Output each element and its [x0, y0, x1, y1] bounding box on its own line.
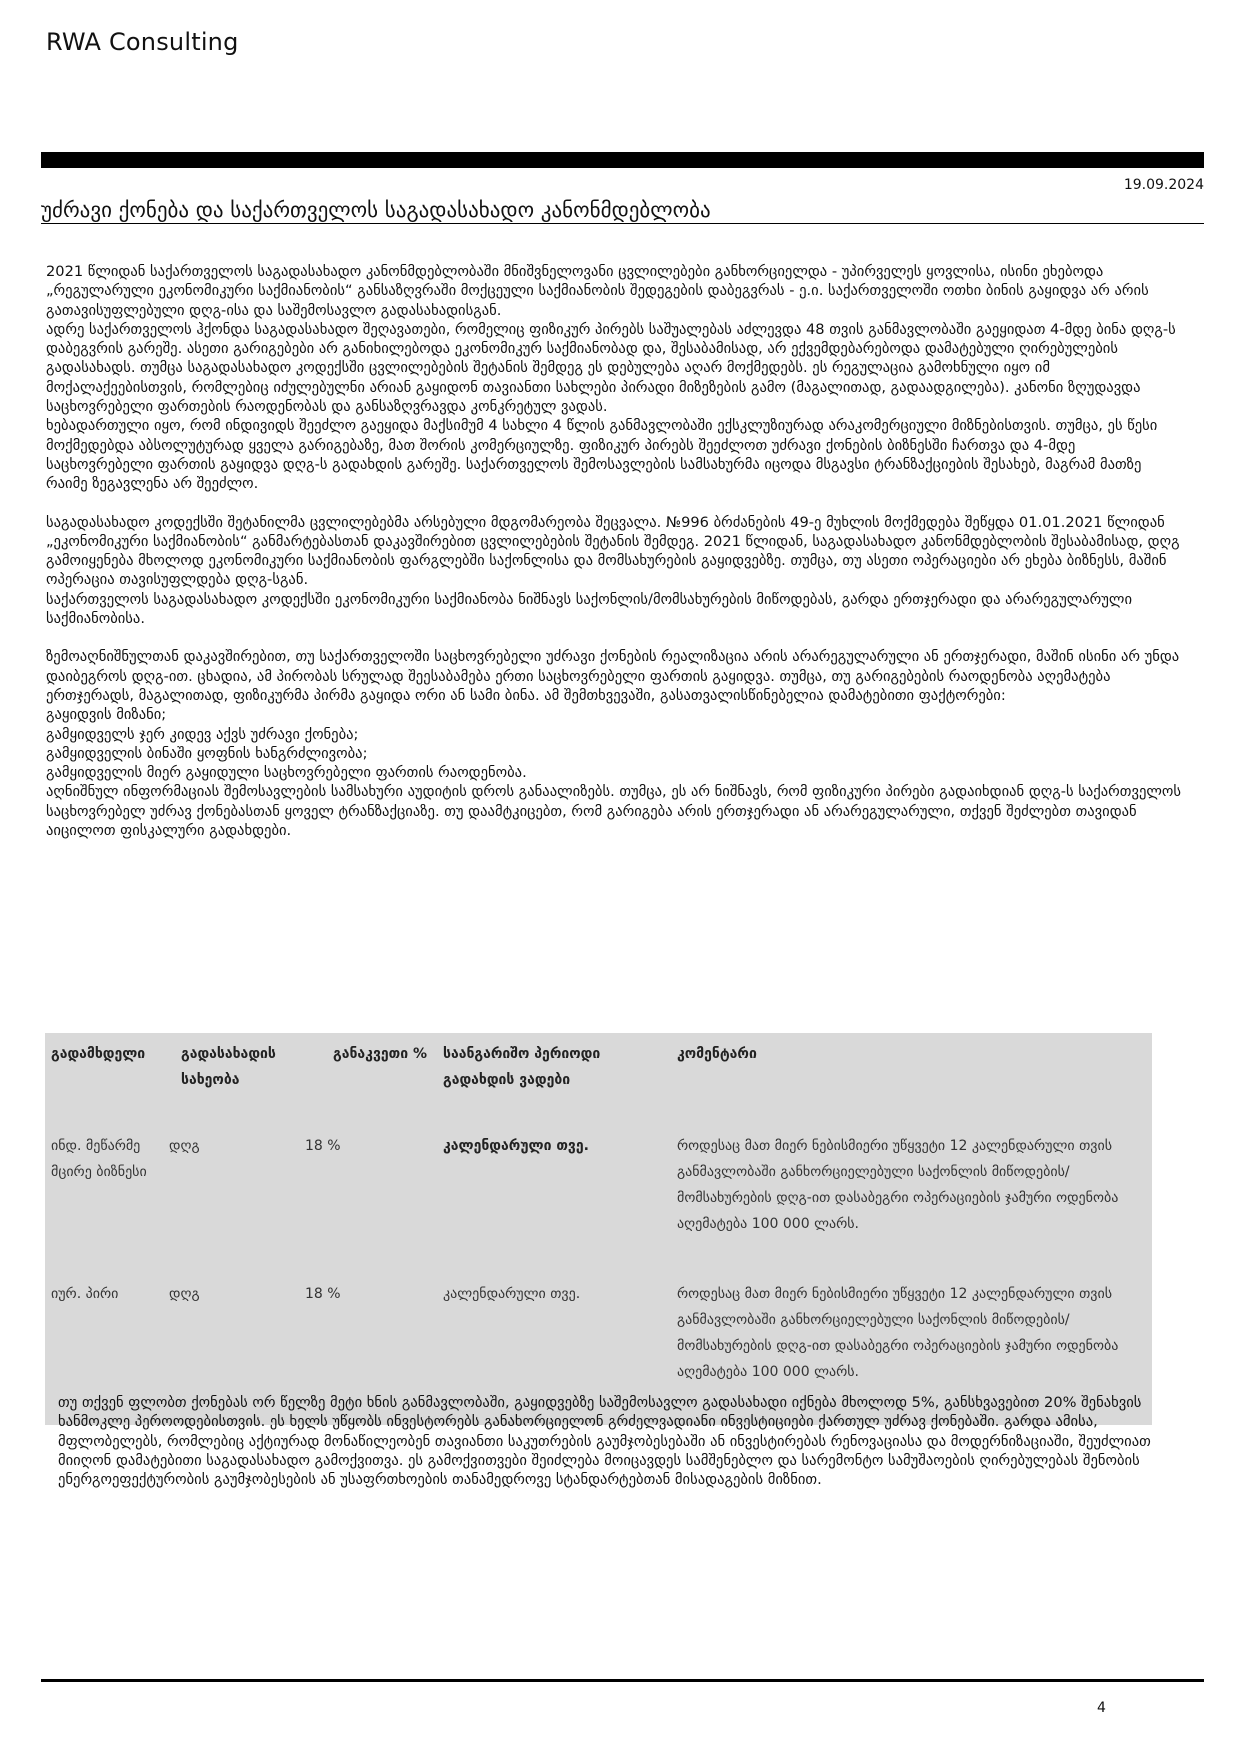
cell-tax-type: დღგ [169, 1286, 200, 1302]
cell-payer: ინდ. მეწარმე მცირე ბიზნესი [51, 1138, 147, 1180]
cell-period: კალენდარული თვე. [443, 1138, 589, 1154]
header-rate: განაკვეთი % [333, 1046, 427, 1062]
paragraph-gap [46, 628, 1186, 647]
cell-comment: როდესაც მათ მიერ ნებისმიერი უწყვეტი 12 კალენდარული თვის განმავლობაში განხორციელებული საქონლის მიწოდების/მომსახურების დღგ-ით დასაბეგრი ოპერაციების ჯამური ოდენობა აღემატება 100 000 ლარს. [677, 1286, 1119, 1380]
cell-period: კალენდარული თვე. [443, 1286, 581, 1302]
table-row [45, 1121, 1152, 1267]
company-brand: RWA Consulting [46, 28, 239, 56]
paragraph: ზემოაღნიშნულთან დაკავშირებით, თუ საქართველოში საცხოვრებელი უძრავი ქონების რეალიზაცია არის არარეგულარული ან ერთჯერადი, მაშინ ისინი არ უნდა დაიბეგროს დღგ-ით. ცხადია, ამ პირობას სრულად შეესაბამება ერთი საცხოვრებელი ფართის გაყიდვა. თუმცა, თუ გარიგებების რაოდენობა აღემატება ერთჯერადს, მაგალითად, ფიზიკურმა პირმა გაყიდა ორი ან სამი ბინა. ამ შემთხვევაში, გასათვალისწინებელია დამატებითი ფაქტორები: [46, 648, 1180, 704]
cell-comment: როდესაც მათ მიერ ნებისმიერი უწყვეტი 12 კალენდარული თვის განმავლობაში განხორციელებული საქონლის მიწოდების/მომსახურების დღგ-ით დასაბეგრი ოპერაციების ჯამური ოდენობა აღემატება 100 000 ლარს. [677, 1138, 1119, 1232]
list-item: გამყიდველს ჯერ კიდევ აქვს უძრავი ქონება; [46, 725, 359, 743]
list-item: გამყიდველის მიერ გაყიდული საცხოვრებელი ფართის რაოდენობა. [46, 764, 527, 782]
body-text [46, 262, 1186, 840]
header-bar [41, 152, 1204, 168]
table-header-row [45, 1033, 1152, 1121]
cell-tax-type: დღგ [169, 1138, 200, 1154]
header-payer: გადამხდელი [51, 1046, 146, 1062]
paragraph: ხებადართული იყო, რომ ინდივიდს შეეძლო გაეყიდა მაქსიმუმ 4 სახლი 4 წლის განმავლობაში ექსკლუზიურად არაკომერციული მიზნებისთვის. თუმცა, ეს წესი მოქმედებდა აბსოლუტურად ყველა გარიგებაზე, მათ შორის კომერციულზე. ფიზიკურ პირებს შეეძლოთ უძრავი ქონების ბიზნესში ჩართვა და 4-მდე საცხოვრებელი ფართის გაყიდვა დღგ-ს გადახდის გარეშე. საქართველოს შემოსავლების სამსახურმა იცოდა მსგავსი ტრანზაქციების შესახებ, მაგრამ მათზე რაიმე ზეგავლენა არ შეეძლო. [46, 417, 1158, 493]
paragraph: აღნიშნულ ინფორმაციას შემოსავლების სამსახური აუდიტის დროს განაალიზებს. თუმცა, ეს არ ნიშნავს, რომ ფიზიკური პირები გადაიხდიან დღგ-ს საქართველოს საცხოვრებელ უძრავ ქონებასთან ყოველ ტრანზაქციაზე. თუ დაამტკიცებთ, რომ გარიგება არის ერთჯერადი ან არარეგულარული, თქვენ შეძლებთ თავიდან აიცილოთ ფისკალური გადახდები. [46, 783, 1181, 840]
cell-payer: იურ. პირი [51, 1286, 119, 1302]
footer-divider [41, 1679, 1204, 1682]
header-comment: კომენტარი [677, 1046, 757, 1062]
cell-rate: 18 % [305, 1138, 341, 1154]
tax-table [45, 1033, 1152, 1425]
page-number: 4 [1097, 1700, 1106, 1716]
paragraph-gap [46, 494, 1186, 513]
paragraph: საგადასახადო კოდექსში შეტანილმა ცვლილებებმა არსებული მდგომარეობა შეცვალა. №996 ბრძანების 49-ე მუხლის მოქმედება შეწყდა 01.01.2021 წლიდან „ეკონომიკური საქმიანობის“ განმარტებასთან დაკავშირებით ცვლილებების შეტანის შემდეგ. 2021 წლიდან, საგადასახადო კანონმდებლობის შესაბამისად, დღგ გამოიყენება მხოლოდ ეკონომიკური საქმიანობის ფარგლებში საქონლისა და მომსახურების გაყიდვებზე. თუმცა, თუ ასეთი ოპერაციები არ ეხება ბიზნესს, მაშინ ოპერაცია თავისუფლდება დღგ-სგან. [46, 513, 1180, 589]
paragraph: 2021 წლიდან საქართველოს საგადასახადო კანონმდებლობაში მნიშვნელოვანი ცვლილებები განხორციელდა - უპირველეს ყოვლისა, ისინი ეხებოდა „რეგულარული ეკონომიკური საქმიანობის“ განსაზღვრაში მოქცეული საქმიანობის შედეგების დაბეგვრას - ე.ი. საქართველოში ოთხი ბინის გაყიდვა არ არის გათავისუფლებული დღგ-ისა და საშემოსავლო გადასახადისგან. [46, 263, 1149, 319]
paragraph: თუ თქვენ ფლობთ ქონებას ორ წელზე მეტი ხნის განმავლობაში, გაყიდვებზე საშემოსავლო გადასახადი იქნება მხოლოდ 5%, განსხვავებით 20% შენახვის ხანმოკლე პეროოდებისთვის. ეს ხელს უწყობს ინვესტორებს განახორციელონ გრძელვადიანი ინვესტიციები ქართულ უძრავ ქონებაში. გარდა ამისა, მფლობელებს, რომლებიც აქტიურად მონაწილეობენ თავიანთი საკუთრების გაუმჯობესებაში ან ინვესტირებას რენოვაციასა და მოდერნიზაციაში, შეუძლიათ მიიღონ დამატებითი საგადასახადო გამოქვითვა. ეს გამოქვითვები შეიძლება მოიცავდეს სამშენებლო და სარემონტო სამუშაოების ღირებულებას შენობის ენერგოეფექტურობის გაუმჯობესების ან უსაფრთხოების თანამედროვე სტანდარტებთან მისადაგების მიზნით. [58, 1394, 1151, 1489]
paragraph: ადრე საქართველოს ჰქონდა საგადასახადო შეღავათები, რომელიც ფიზიკურ პირებს საშუალებას აძლევდა 48 თვის განმავლობაში გაეყიდათ 4-მდე ბინა დღგ-ს დაბეგვრის გარეშე. ასეთი გარიგებები არ განიხილებოდა ეკონომიკურ საქმიანობად და, შესაბამისად, არ ექვემდებარებოდა დამატებული ღირებულების გადასახადს. თუმცა საგადასახადო კოდექსში ცვლილებების შეტანის შემდეგ ეს დებულება აღარ მოქმედებს. ეს რეგულაცია გამოხნული იყო იმ მოქალაქეებისთვის, რომლებიც იძულებულნი არიან გაყიდონ თავიანთი სახლები პირადი მიზეზების გამო (მაგალითად, გადაადგილება). კანონი ზღუდავდა საცხოვრებელი ფართების რაოდენობას და განსაზღვრავდა კონკრეტულ ვადას. [46, 320, 1176, 416]
header-tax-type: გადასახადის სახეობა [181, 1046, 276, 1088]
document-date: 19.09.2024 [1123, 177, 1204, 193]
header-period: საანგარიშო პერიოდი გადახდის ვადები [443, 1046, 601, 1088]
after-table-text [58, 1393, 1168, 1489]
document-title: უძრავი ქონება და საქართველოს საგადასახადო კანონმდებლობა [41, 198, 711, 222]
list-item: გამყიდველის ბინაში ყოფნის ხანგრძლივობა; [46, 744, 368, 762]
cell-rate: 18 % [305, 1286, 341, 1302]
list-item: გაყიდვის მიზანი; [46, 706, 167, 724]
title-divider [41, 223, 1204, 224]
paragraph: საქართველოს საგადასახადო კოდექსში ეკონომიკური საქმიანობა ნიშნავს საქონლის/მომსახურების მიწოდებას, გარდა ერთჯერადი და არარეგულარული საქმიანობისა. [46, 590, 1132, 628]
